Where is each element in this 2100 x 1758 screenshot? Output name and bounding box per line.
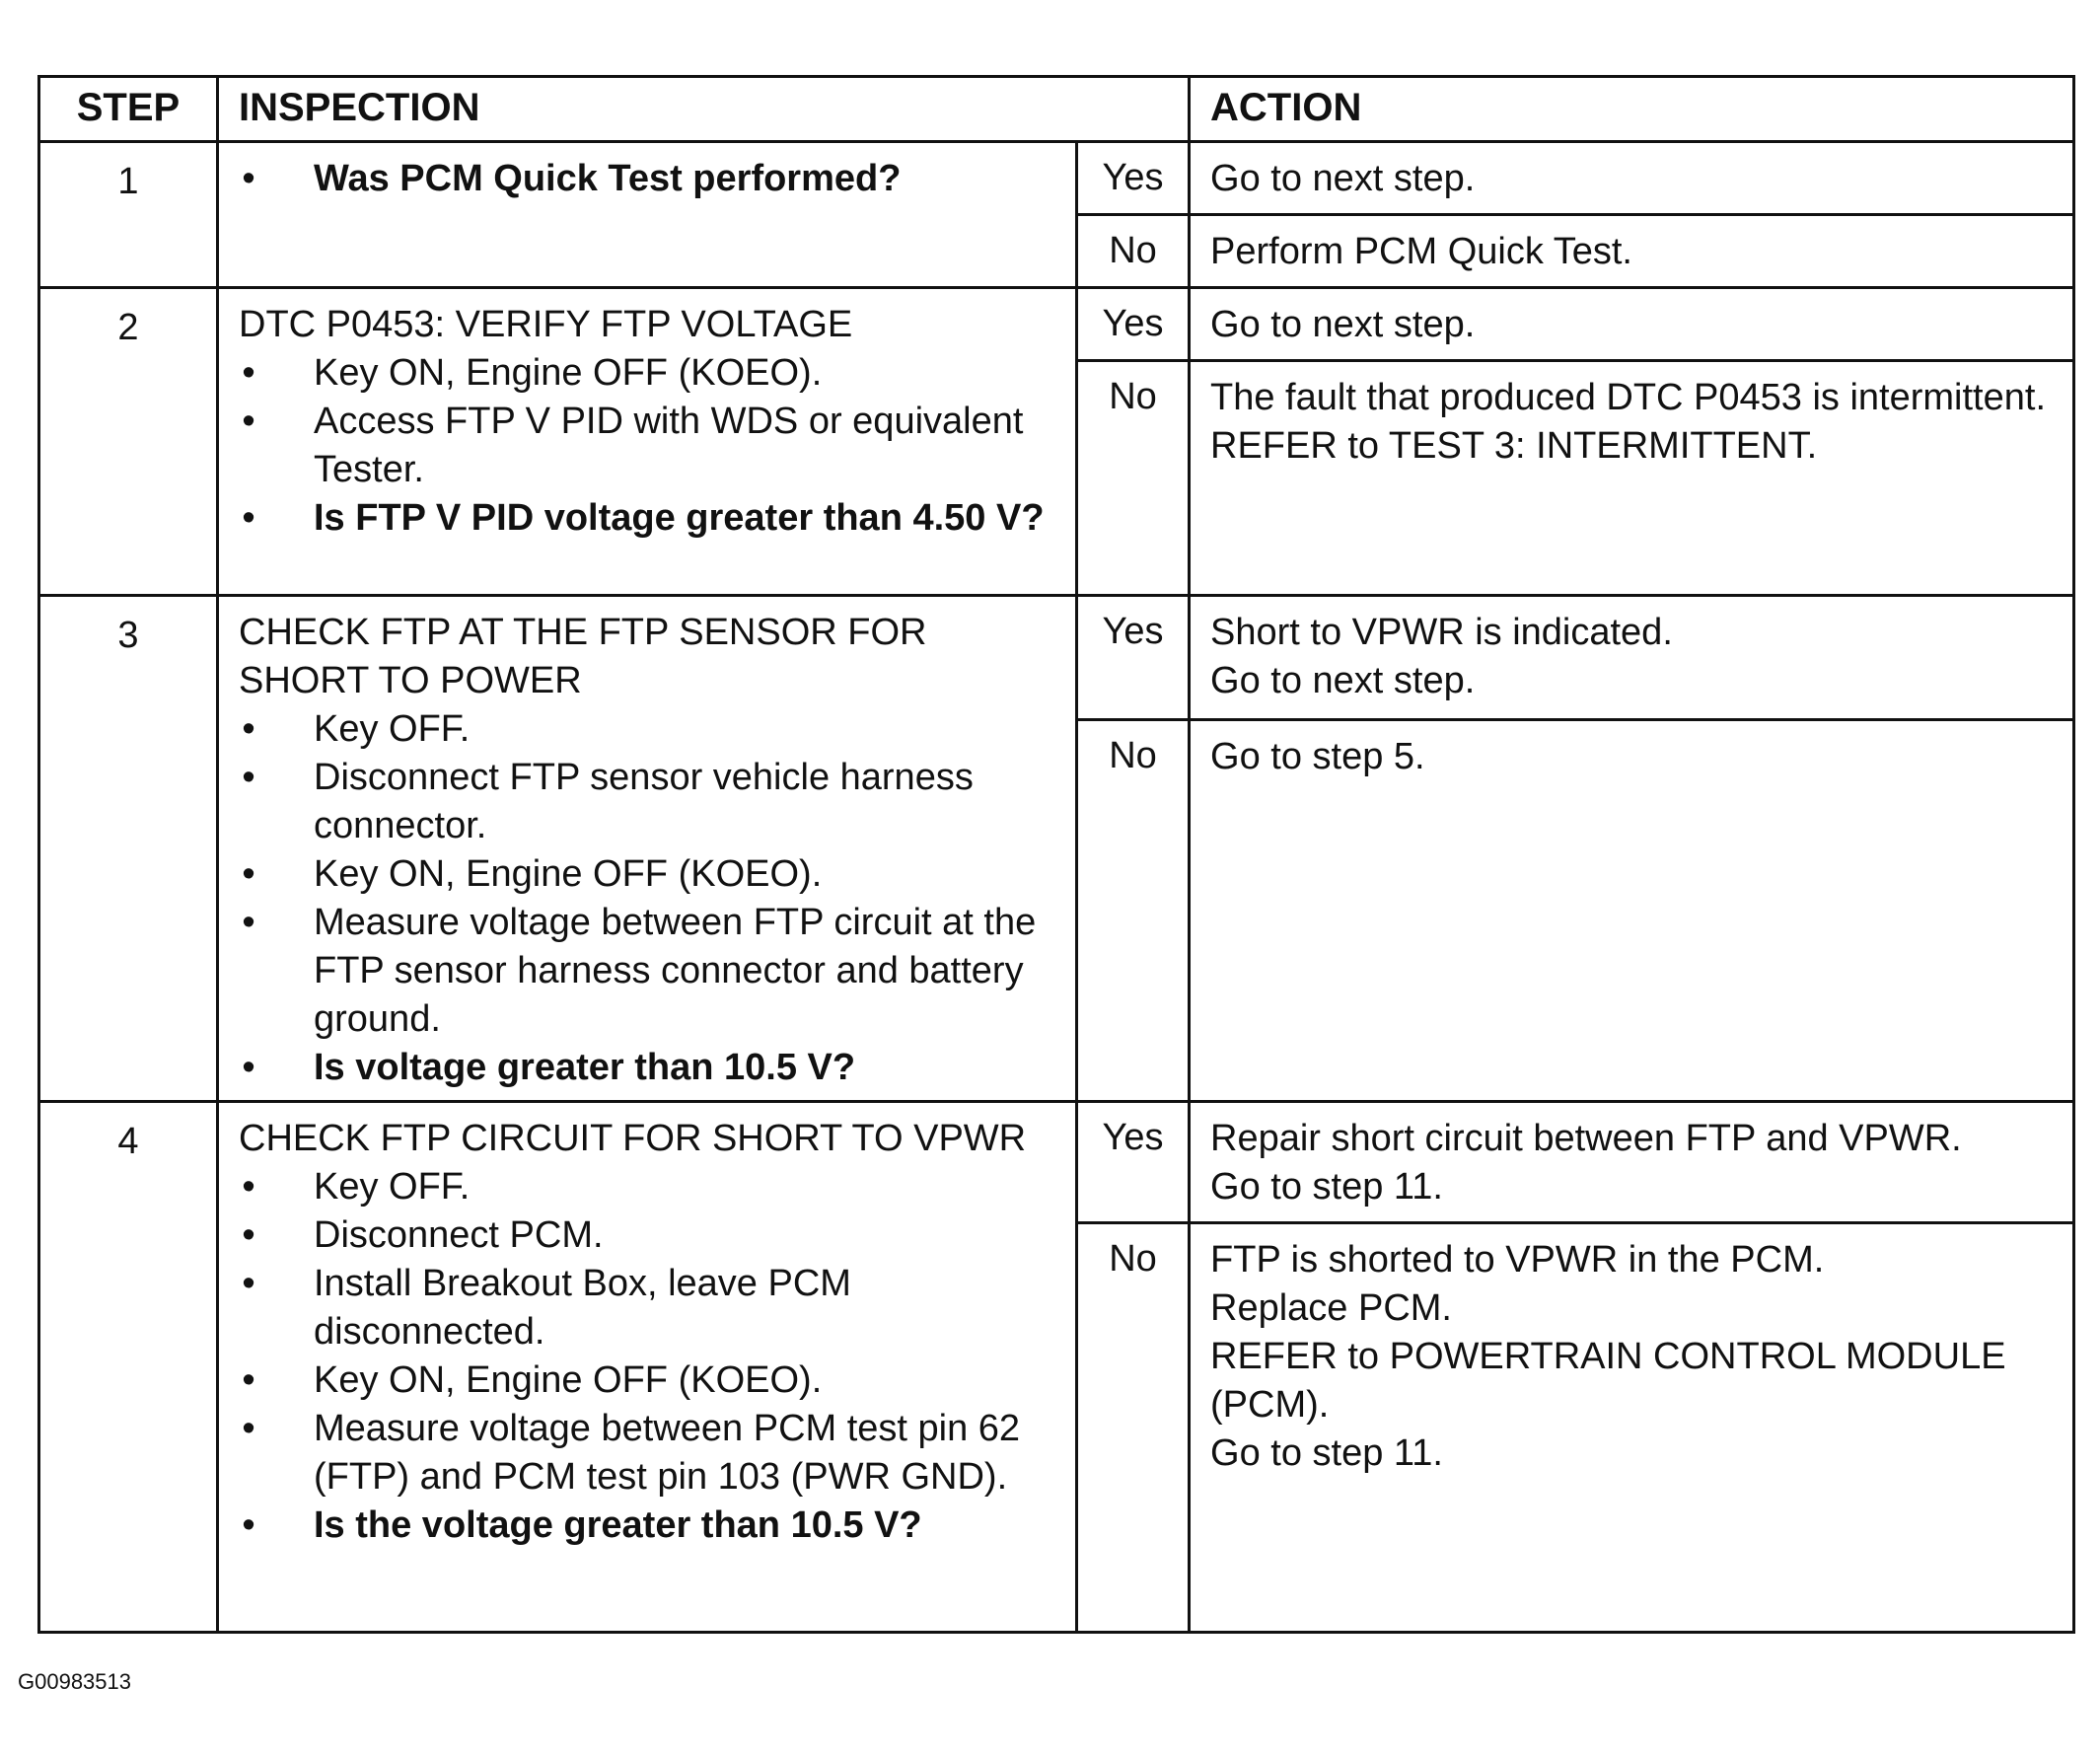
inspection-cell — [218, 596, 1077, 1102]
action-line: Go to next step. — [1210, 158, 1476, 199]
no-label: No — [1077, 720, 1190, 1102]
inspection-item-text: Key ON, Engine OFF (KOEO). — [314, 352, 823, 394]
inspection-item — [239, 754, 1055, 850]
table-body — [39, 142, 2074, 1633]
bullet-icon: • — [242, 352, 255, 394]
bullet-icon: • — [242, 902, 255, 943]
inspection-item — [239, 494, 1055, 543]
inspection-item — [239, 1502, 1055, 1550]
yes-label: Yes — [1077, 596, 1190, 720]
action-line: The fault that produced DTC P0453 is intermittent. — [1210, 377, 2046, 418]
yes-action — [1190, 142, 2074, 215]
action-line: Replace PCM. — [1210, 1287, 1452, 1329]
inspection-item-text: Is FTP V PID voltage greater than 4.50 V? — [314, 497, 1045, 539]
yes-label: Yes — [1077, 288, 1190, 361]
inspection-item — [239, 1405, 1055, 1502]
bullet-icon: • — [242, 1214, 255, 1256]
inspection-item — [239, 1211, 1055, 1260]
inspection-title: DTC P0453: VERIFY FTP VOLTAGE — [239, 304, 853, 345]
bullet-icon: • — [242, 708, 255, 750]
inspection-cell — [218, 1102, 1077, 1633]
inspection-title: CHECK FTP AT THE FTP SENSOR FOR SHORT TO POWER — [239, 612, 927, 701]
no-label: No — [1077, 215, 1190, 288]
diagnostic-table — [37, 75, 2075, 1634]
inspection-item-text: Install Breakout Box, leave PCM disconnected. — [314, 1263, 851, 1353]
no-action — [1190, 1223, 2074, 1633]
header-step: STEP — [39, 77, 218, 142]
bullet-icon: • — [242, 1166, 255, 1208]
inspection-item — [239, 705, 1055, 754]
bullet-icon: • — [242, 1408, 255, 1449]
bullet-icon: • — [242, 1359, 255, 1401]
inspection-item — [239, 349, 1055, 398]
inspection-list — [239, 1163, 1055, 1550]
table-row — [39, 288, 2074, 361]
inspection-list — [239, 155, 1055, 203]
bullet-icon: • — [242, 158, 255, 199]
inspection-item-text: Disconnect PCM. — [314, 1214, 604, 1256]
yes-action — [1190, 1102, 2074, 1223]
header-action: ACTION — [1190, 77, 2074, 142]
inspection-list — [239, 705, 1055, 1092]
inspection-item — [239, 850, 1055, 899]
inspection-item-text: Is the voltage greater than 10.5 V? — [314, 1504, 922, 1546]
inspection-cell — [218, 142, 1077, 288]
action-line: Go to next step. — [1210, 304, 1476, 345]
action-line: Go to step 5. — [1210, 736, 1425, 778]
inspection-item-text: Key ON, Engine OFF (KOEO). — [314, 1359, 823, 1401]
action-line: Go to step 11. — [1210, 1432, 1443, 1474]
no-label: No — [1077, 1223, 1190, 1633]
action-line: Go to step 11. — [1210, 1166, 1443, 1208]
no-action — [1190, 215, 2074, 288]
bullet-icon: • — [242, 1263, 255, 1304]
inspection-title: CHECK FTP CIRCUIT FOR SHORT TO VPWR — [239, 1118, 1027, 1159]
inspection-item — [239, 155, 1055, 203]
yes-label: Yes — [1077, 142, 1190, 215]
inspection-item-text: Measure voltage between PCM test pin 62 (FTP) and PCM test pin 103 (PWR GND). — [314, 1408, 1021, 1498]
step-number: 1 — [39, 142, 218, 288]
action-line: REFER to TEST 3: INTERMITTENT. — [1210, 425, 1818, 467]
table-row — [39, 596, 2074, 720]
table-row — [39, 1102, 2074, 1223]
table-row — [39, 142, 2074, 215]
inspection-item-text: Key ON, Engine OFF (KOEO). — [314, 853, 823, 895]
yes-action — [1190, 596, 2074, 720]
no-label: No — [1077, 361, 1190, 596]
inspection-item — [239, 1356, 1055, 1405]
inspection-item-text: Is voltage greater than 10.5 V? — [314, 1047, 856, 1088]
yes-action — [1190, 288, 2074, 361]
bullet-icon: • — [242, 757, 255, 798]
bullet-icon: • — [242, 853, 255, 895]
inspection-item — [239, 899, 1055, 1044]
inspection-item-text: Key OFF. — [314, 708, 471, 750]
no-action — [1190, 361, 2074, 596]
inspection-cell — [218, 288, 1077, 596]
step-number: 4 — [39, 1102, 218, 1633]
action-line: Repair short circuit between FTP and VPWR. — [1210, 1118, 1962, 1159]
inspection-item-text: Was PCM Quick Test performed? — [314, 158, 902, 199]
step-number: 2 — [39, 288, 218, 596]
header-inspection: INSPECTION — [218, 77, 1190, 142]
yes-label: Yes — [1077, 1102, 1190, 1223]
bullet-icon: • — [242, 401, 255, 442]
inspection-item-text: Access FTP V PID with WDS or equivalent Tester. — [314, 401, 1024, 490]
inspection-item — [239, 1044, 1055, 1092]
no-action — [1190, 720, 2074, 1102]
action-line: REFER to POWERTRAIN CONTROL MODULE (PCM). — [1210, 1336, 2006, 1426]
action-line: Go to next step. — [1210, 660, 1476, 701]
inspection-item-text: Key OFF. — [314, 1166, 471, 1208]
action-line: FTP is shorted to VPWR in the PCM. — [1210, 1239, 1825, 1281]
inspection-item-text: Measure voltage between FTP circuit at the FTP sensor harness connector and battery ground. — [314, 902, 1037, 1040]
inspection-list — [239, 349, 1055, 543]
table-header-row — [39, 77, 2074, 142]
inspection-item — [239, 398, 1055, 494]
figure-id: G00983513 — [18, 1669, 131, 1694]
action-line: Perform PCM Quick Test. — [1210, 231, 1632, 272]
inspection-item — [239, 1260, 1055, 1356]
bullet-icon: • — [242, 1504, 255, 1546]
inspection-item — [239, 1163, 1055, 1211]
step-number: 3 — [39, 596, 218, 1102]
action-line: Short to VPWR is indicated. — [1210, 612, 1673, 653]
inspection-item-text: Disconnect FTP sensor vehicle harness connector. — [314, 757, 974, 846]
bullet-icon: • — [242, 1047, 255, 1088]
bullet-icon: • — [242, 497, 255, 539]
